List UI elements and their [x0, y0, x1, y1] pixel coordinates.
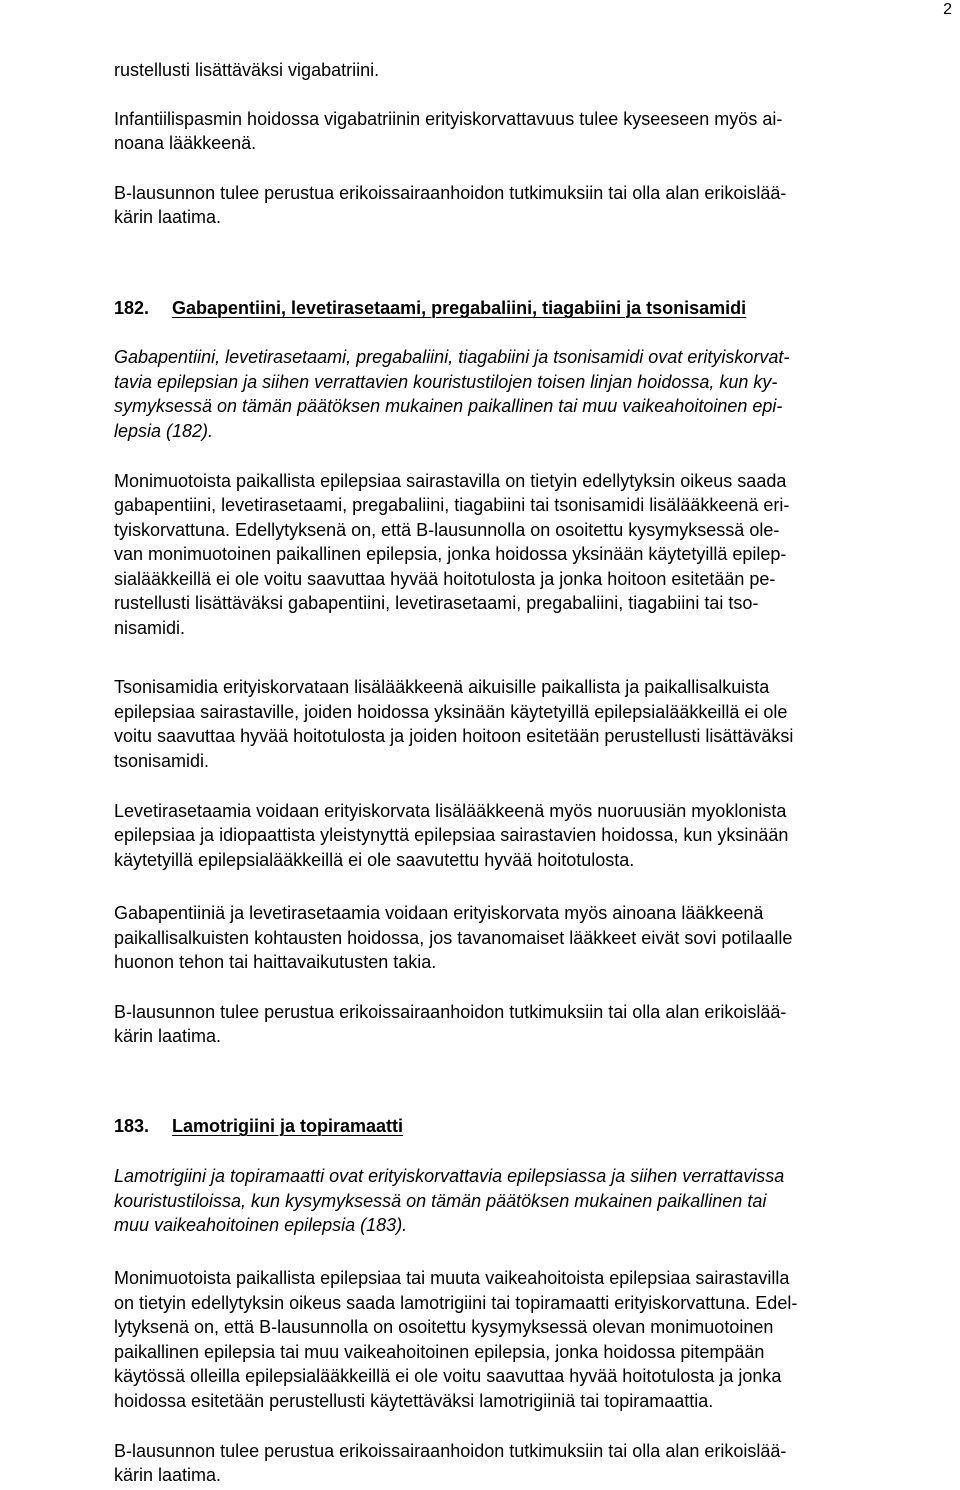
text-line: sialääkkeillä ei ole voitu saavuttaa hyvää hoitotulosta ja jonka hoitoon esitetään pe- [114, 569, 776, 589]
text-line: kärin laatima. [114, 1026, 222, 1046]
text-line: epilepsiaa ja idiopaattista yleistynyttä epilepsiaa sairastavien hoidossa, kun yksinään [114, 825, 789, 845]
text-line: paikallisalkuisten kohtausten hoidossa, jos tavanomaiset lääkkeet eivät sovi potilaalle [114, 928, 793, 948]
text-line: kärin laatima. [114, 207, 222, 227]
text-line: Monimuotoista paikallista epilepsiaa sairastavilla on tietyin edellytyksin oikeus saada [114, 471, 787, 491]
italic-line: kouristustiloissa, kun kysymyksessä on tämän päätöksen mukainen paikallinen tai [114, 1191, 767, 1211]
section-title: Gabapentiini, levetirasetaami, pregabaliini, tiagabiini ja tsonisamidi [172, 298, 747, 318]
italic-line: lepsia (182). [114, 421, 214, 441]
text-line: B-lausunnon tulee perustua erikoissairaanhoidon tutkimuksiin tai olla alan erikoislää- [114, 1002, 787, 1022]
text-line: huonon tehon tai haittavaikutusten takia. [114, 952, 437, 972]
section-heading-182 [114, 296, 746, 320]
text-line: Tsonisamidia erityiskorvataan lisälääkkeenä aikuisille paikallista ja paikallisalkuista [114, 677, 770, 697]
text-line: paikallinen epilepsia tai muu vaikeahoitoinen epilepsia, jonka hoidossa pitempään [114, 1342, 765, 1362]
page-number: 2 [943, 1, 952, 18]
italic-line: tavia epilepsian ja siihen verrattavien kouristustilojen toisen linjan hoidossa, kun ky- [114, 372, 778, 392]
text-line: tsonisamidi. [114, 751, 210, 771]
italic-line: Lamotrigiini ja topiramaatti ovat erityiskorvattavia epilepsiassa ja siihen verrattavissa [114, 1166, 785, 1186]
section-title: Lamotrigiini ja topiramaatti [172, 1116, 404, 1136]
text-line: voitu saavuttaa hyvää hoitotulosta ja joiden hoitoon esitetään perustellusti lisättäväksi [114, 726, 794, 746]
text-line: rustellusti lisättäväksi vigabatriini. [114, 60, 380, 80]
text-line: hoidossa esitetään perustellusti käytettäväksi lamotrigiiniä tai topiramaattia. [114, 1391, 714, 1411]
text-line: Monimuotoista paikallista epilepsiaa tai muuta vaikeahoitoista epilepsiaa sairastavilla [114, 1268, 790, 1288]
text-line: käytössä olleilla epilepsialääkkeillä ei ole voitu saavuttaa hyvää hoitotulosta ja jonka [114, 1366, 782, 1386]
text-line: Gabapentiiniä ja levetirasetaamia voidaan erityiskorvata myös ainoana lääkkeenä [114, 903, 764, 923]
italic-line: muu vaikeahoitoinen epilepsia (183). [114, 1215, 408, 1235]
text-line: on tietyin edellytyksin oikeus saada lamotrigiini tai topiramaatti erityiskorvattuna. Edel- [114, 1293, 798, 1313]
text-line: gabapentiini, levetirasetaami, pregabaliini, tiagabiini tai tsonisamidi lisälääkkeenä eri- [114, 495, 790, 515]
text-line: van monimuotoinen paikallinen epilepsia, jonka hoidossa yksinään käytetyillä epilep- [114, 544, 787, 564]
text-line: lytyksenä on, että B-lausunnolla on osoitettu kysymyksessä olevan monimuotoinen [114, 1317, 774, 1337]
text-line: rustellusti lisättäväksi gabapentiini, levetirasetaami, pregabaliini, tiagabiini tai tso- [114, 593, 759, 613]
text-line: epilepsiaa sairastaville, joiden hoidossa yksinään käytetyillä epilepsialääkkeillä ei ole [114, 702, 788, 722]
italic-line: symyksessä on tämän päätöksen mukainen paikallinen tai muu vaikeahoitoinen epi- [114, 396, 783, 416]
section-heading-183 [114, 1114, 403, 1138]
text-line: Infantiilispasmin hoidossa vigabatriinin erityiskorvattavuus tulee kyseeseen myös ai- [114, 109, 783, 129]
section-number: 183. [114, 1116, 150, 1136]
text-line: noana lääkkeenä. [114, 133, 257, 153]
text-line: kärin laatima. [114, 1465, 222, 1485]
text-line: B-lausunnon tulee perustua erikoissairaanhoidon tutkimuksiin tai olla alan erikoislää- [114, 1441, 787, 1461]
text-line: Levetirasetaamia voidaan erityiskorvata lisälääkkeenä myös nuoruusiän myoklonista [114, 801, 787, 821]
text-line: tyiskorvattuna. Edellytyksenä on, että B-lausunnolla on osoitettu kysymyksessä ole- [114, 520, 780, 540]
text-line: nisamidi. [114, 618, 186, 638]
italic-line: Gabapentiini, levetirasetaami, pregabaliini, tiagabiini ja tsonisamidi ovat erityiskorvat- [114, 347, 790, 367]
text-line: B-lausunnon tulee perustua erikoissairaanhoidon tutkimuksiin tai olla alan erikoislää- [114, 183, 787, 203]
section-number: 182. [114, 298, 150, 318]
text-line: käytetyillä epilepsialääkkeillä ei ole saavutettu hyvää hoitotulosta. [114, 850, 635, 870]
